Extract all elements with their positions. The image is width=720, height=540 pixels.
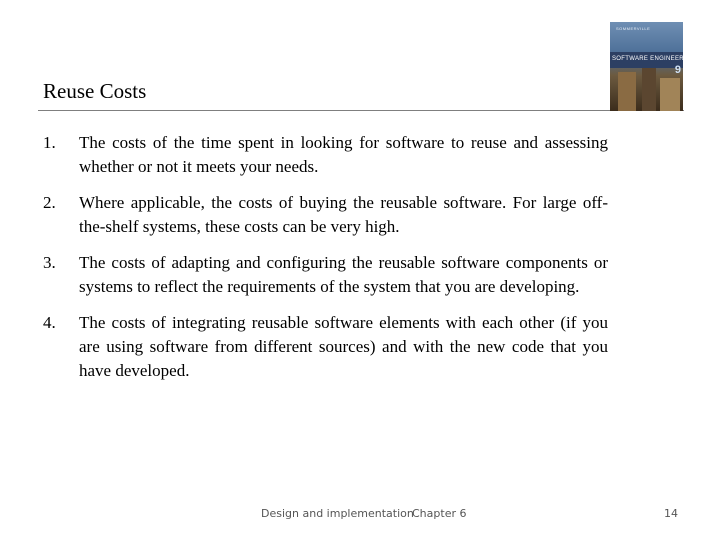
title-divider [38,110,684,111]
list-item-text: The costs of the time spent in looking for software to reuse and assessing whether or not it meets your needs. [79,133,608,176]
list-item-number: 4. [43,313,56,332]
footer-page-number: 14 [664,507,678,520]
cover-edition-text: 9 [674,64,681,76]
cover-building [618,72,636,111]
footer-chapter: Chapter 6 [412,507,467,520]
list-item [43,191,608,239]
cover-building [642,68,656,111]
cost-list [43,131,608,395]
slide-title: Reuse Costs [43,79,147,103]
list-item [43,131,608,179]
list-item-number: 3. [43,253,56,272]
footer-section-title: Design and implementation [261,507,414,520]
list-item-number: 2. [43,193,56,212]
list-item [43,311,608,383]
list-item-text: The costs of integrating reusable software elements with each other (if you are using software from different sources) and with the new code that you have developed. [79,313,608,380]
list-item [43,251,608,299]
list-item-number: 1. [43,133,56,152]
book-cover-image [610,22,696,111]
cover-author-text: SOMMERVILLE [616,26,651,31]
cover-building [660,78,680,111]
list-item-text: The costs of adapting and configuring the reusable software components or systems to reflect the requirements of the system that you are developing. [79,253,608,296]
cover-title-text: SOFTWARE ENGINEERING [612,56,696,62]
list-item-text: Where applicable, the costs of buying the reusable software. For large off-the-shelf systems, these costs can be very high. [79,193,608,236]
